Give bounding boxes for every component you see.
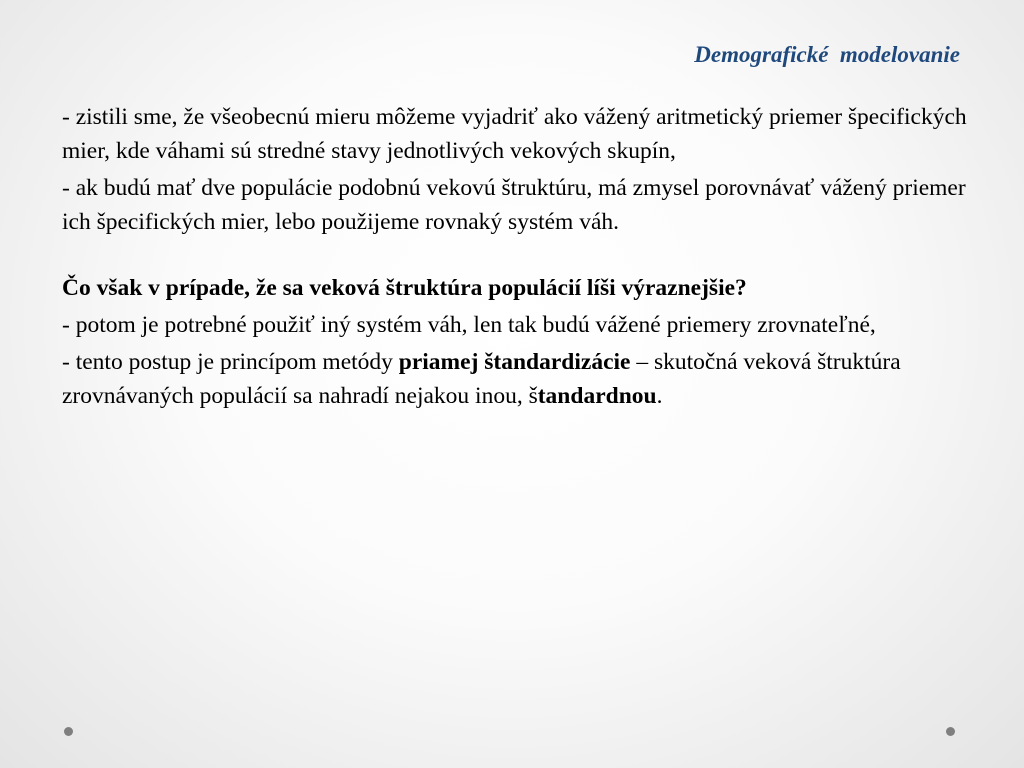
paragraph-direct-standardization (62, 345, 972, 413)
paragraph-prefix: - tento postup je princípom metódy (62, 349, 399, 375)
question-heading: Čo však v prípade, že sa veková štruktúra populácií líši výraznejšie? (62, 275, 747, 301)
paragraph-suffix: . (656, 383, 663, 409)
paragraph-middle: – skutočná veková štruktúra zrovnávaných populácií sa nahradí nejakou inou, š (62, 349, 901, 409)
paragraph-weighted-mean: - zistili sme, že všeobecnú mieru môžeme vyjadriť ako vážený aritmetický priemer špecifických mier, kde váhami sú stredné stavy jednotlivých vekových skupín, (62, 104, 967, 164)
slide-title: Demografické modelovanie (694, 42, 960, 67)
paragraph-similar-structure: - ak budú mať dve populácie podobnú vekovú štruktúru, má zmysel porovnávať vážený priemer ich špecifických mier, lebo použijeme rovnaký systém váh. (62, 175, 966, 235)
term-standard: tandardnou (537, 383, 657, 409)
term-direct-standardization: priamej štandardizácie (398, 349, 631, 375)
bottom-right-dot (946, 727, 955, 736)
slide-body (62, 100, 972, 416)
bottom-left-dot (64, 727, 73, 736)
paragraph-other-weights: - potom je potrebné použiť iný systém váh, len tak budú vážené priemery zrovnateľné, (62, 312, 876, 338)
